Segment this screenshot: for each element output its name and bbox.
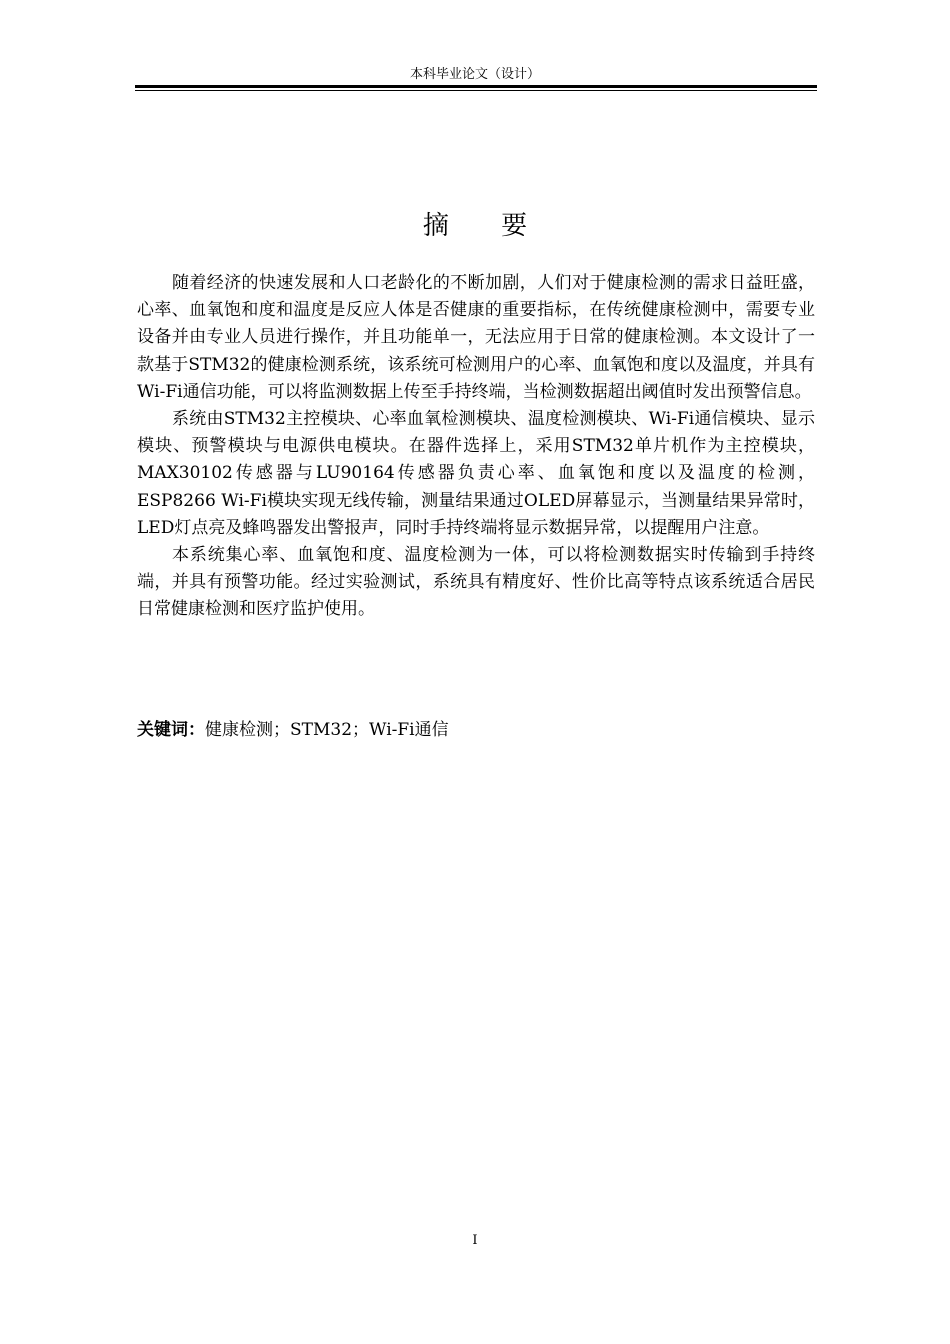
abstract-paragraph: 本系统集心率、血氧饱和度、温度检测为一体，可以将检测数据实时传输到手持终端，并具有预警功能。经过实验测试，系统具有精度好、性价比高等特点该系统适合居民日常健康检测和医疗监护使用。 bbox=[137, 545, 815, 620]
abstract-paragraph: 系统由STM32主控模块、心率血氧检测模块、温度检测模块、Wi-Fi通信模块、显示模块、预警模块与电源供电模块。在器件选择上，采用STM32单片机作为主控模块，MAX30102传感器与LU90164传感器负责心率、血氧饱和度以及温度的检测，ESP8266 Wi-Fi模块实现无线传输，测量结果通过OLED屏幕显示，当测量结果异常时，LED灯点亮及蜂鸣器发出警报声，同时手持终端将显示数据异常，以提醒用户注意。 bbox=[137, 409, 815, 538]
running-header: 本科毕业论文（设计） bbox=[409, 67, 540, 82]
header-rule-thick bbox=[135, 85, 817, 88]
keywords-text: 健康检测；STM32；Wi-Fi通信 bbox=[205, 720, 449, 740]
abstract-paragraph: 随着经济的快速发展和人口老龄化的不断加剧，人们对于健康检测的需求日益旺盛，心率、血氧饱和度和温度是反应人体是否健康的重要指标，在传统健康检测中，需要专业设备并由专业人员进行操作，并且功能单一，无法应用于日常的健康检测。本文设计了一款基于STM32的健康检测系统，该系统可检测用户的心率、血氧饱和度以及温度，并具有Wi-Fi通信功能，可以将监测数据上传至手持终端，当检测数据超出阈值时发出预警信息。 bbox=[137, 273, 815, 402]
header-rule-thin bbox=[135, 90, 817, 91]
keywords-line bbox=[137, 717, 815, 744]
abstract-title: 摘 要 bbox=[422, 211, 550, 241]
abstract-body bbox=[137, 270, 815, 624]
keywords-label: 关键词： bbox=[137, 720, 205, 740]
page-number: I bbox=[472, 1233, 478, 1248]
